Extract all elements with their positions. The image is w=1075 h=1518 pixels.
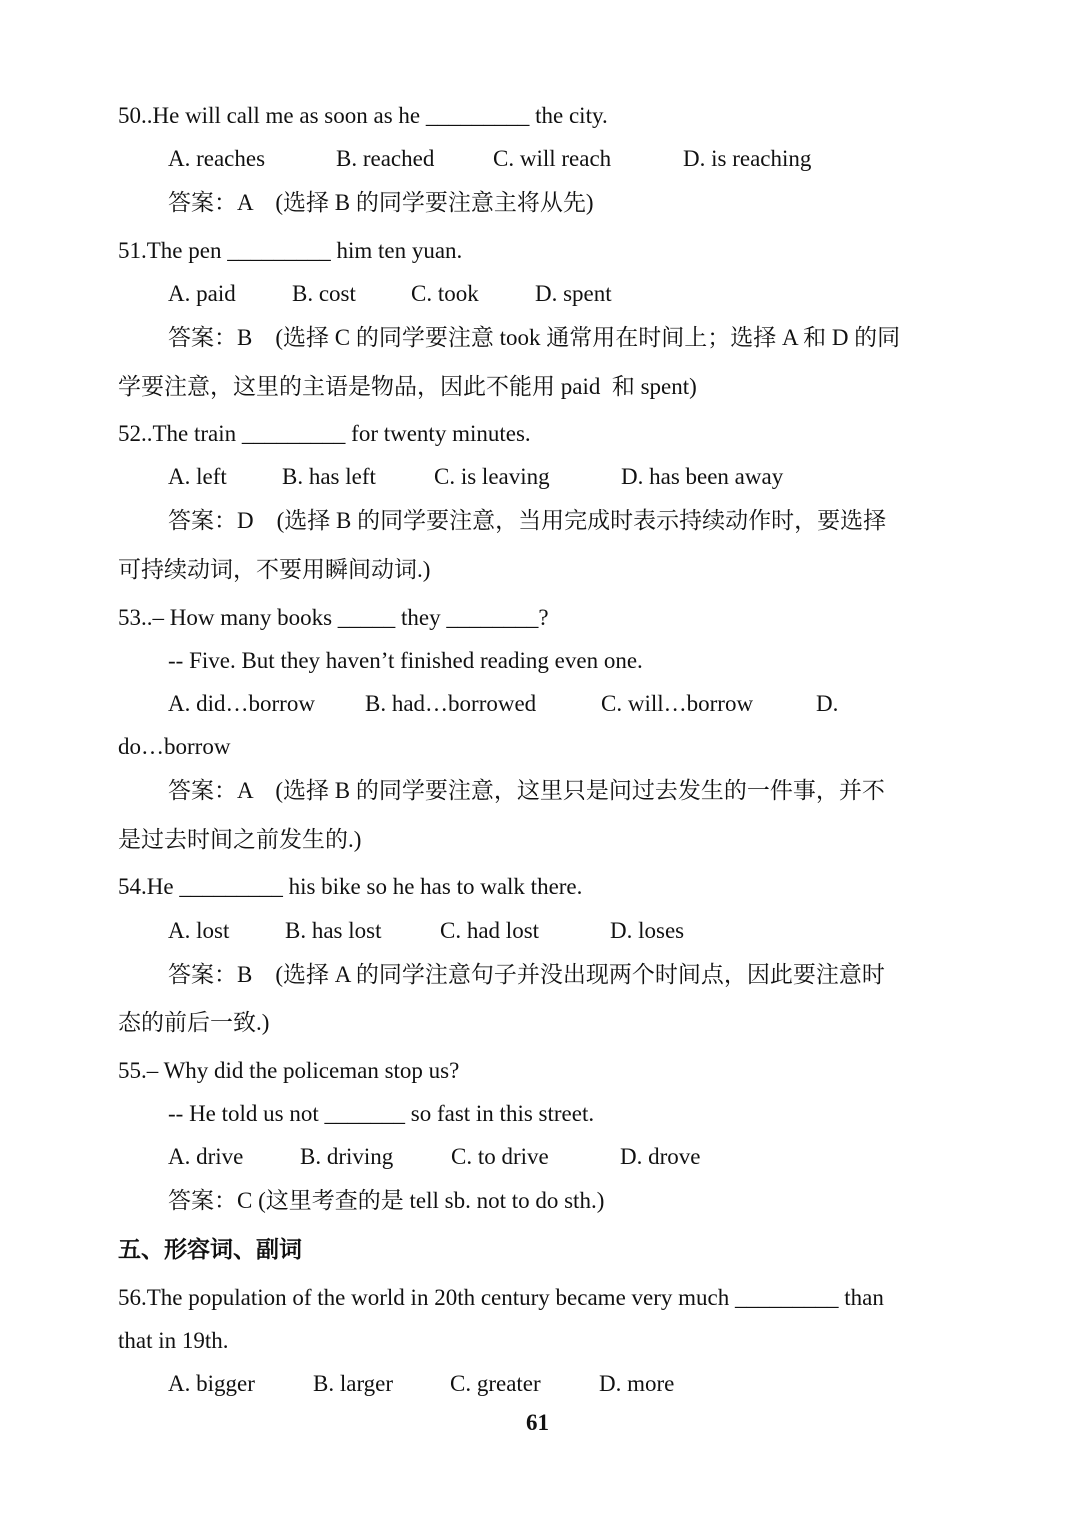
question-53-answer: 答案：A (选择 B 的同学要注意，这里只是问过去发生的一件事，并不 bbox=[168, 778, 885, 803]
question-53-option-d-cont: do…borrow bbox=[118, 734, 231, 759]
question-56-option-b: B. larger bbox=[313, 1371, 394, 1396]
question-51-stem: 51.The pen _________ him ten yuan. bbox=[118, 238, 463, 263]
question-52-answer: 答案：D (选择 B 的同学要注意，当用完成时表示持续动作时，要选择 bbox=[168, 508, 887, 533]
question-51-answer-cont: 学要注意，这里的主语是物品，因此不能用 paid 和 spent) bbox=[118, 374, 697, 399]
question-53-dialog: -- Five. But they haven’t finished reading even one. bbox=[168, 648, 643, 673]
question-56-option-d: D. more bbox=[599, 1371, 675, 1396]
question-54-answer-cont: 态的前后一致.) bbox=[118, 1010, 270, 1035]
question-53-option-d: D. bbox=[816, 691, 839, 716]
question-55-option-c: C. to drive bbox=[451, 1144, 549, 1169]
question-52-stem: 52..The train _________ for twenty minutes. bbox=[118, 421, 531, 446]
question-50-answer: 答案：A (选择 B 的同学要注意主将从先) bbox=[168, 190, 594, 215]
question-53-answer-cont: 是过去时间之前发生的.) bbox=[118, 827, 362, 852]
question-55-stem: 55.– Why did the policeman stop us? bbox=[118, 1058, 460, 1083]
question-51-option-d: D. spent bbox=[535, 281, 612, 306]
question-55-answer: 答案：C (这里考查的是 tell sb. not to do sth.) bbox=[168, 1188, 605, 1213]
section-heading: 五、形容词、副词 bbox=[118, 1237, 302, 1262]
question-51-option-b: B. cost bbox=[292, 281, 356, 306]
question-56-option-c: C. greater bbox=[450, 1371, 541, 1396]
question-50-stem: 50..He will call me as soon as he _________ the city. bbox=[118, 103, 608, 128]
question-50-option-b: B. reached bbox=[336, 146, 435, 171]
question-56-stem-cont: that in 19th. bbox=[118, 1328, 229, 1353]
question-56-option-a: A. bigger bbox=[168, 1371, 255, 1396]
question-55-option-b: B. driving bbox=[300, 1144, 394, 1169]
question-53-option-b: B. had…borrowed bbox=[365, 691, 537, 716]
question-52-option-c: C. is leaving bbox=[434, 464, 550, 489]
question-52-option-a: A. left bbox=[168, 464, 227, 489]
question-52-answer-cont: 可持续动词，不要用瞬间动词.) bbox=[118, 557, 431, 582]
question-53-option-a: A. did…borrow bbox=[168, 691, 315, 716]
question-51-answer: 答案：B (选择 C 的同学要注意 took 通常用在时间上；选择 A 和 D 的同 bbox=[168, 325, 901, 350]
question-54-answer: 答案：B (选择 A 的同学注意句子并没出现两个时间点，因此要注意时 bbox=[168, 962, 885, 987]
question-50-option-c: C. will reach bbox=[493, 146, 612, 171]
question-54-option-d: D. loses bbox=[610, 918, 685, 943]
page-number: 61 bbox=[526, 1410, 549, 1435]
question-54-option-b: B. has lost bbox=[285, 918, 382, 943]
question-51-option-a: A. paid bbox=[168, 281, 236, 306]
question-55-option-d: D. drove bbox=[620, 1144, 701, 1169]
question-53-option-c: C. will…borrow bbox=[601, 691, 754, 716]
question-54-option-c: C. had lost bbox=[440, 918, 540, 943]
question-52-option-d: D. has been away bbox=[621, 464, 784, 489]
question-52-option-b: B. has left bbox=[282, 464, 376, 489]
question-51-option-c: C. took bbox=[411, 281, 479, 306]
question-54-option-a: A. lost bbox=[168, 918, 230, 943]
question-56-stem: 56.The population of the world in 20th century became very much _________ than bbox=[118, 1285, 884, 1310]
question-54-stem: 54.He _________ his bike so he has to walk there. bbox=[118, 874, 583, 899]
question-50-option-d: D. is reaching bbox=[683, 146, 812, 171]
question-55-option-a: A. drive bbox=[168, 1144, 244, 1169]
question-50-option-a: A. reaches bbox=[168, 146, 266, 171]
question-53-stem: 53..– How many books _____ they ________? bbox=[118, 605, 549, 630]
question-55-dialog: -- He told us not _______ so fast in this street. bbox=[168, 1101, 595, 1126]
